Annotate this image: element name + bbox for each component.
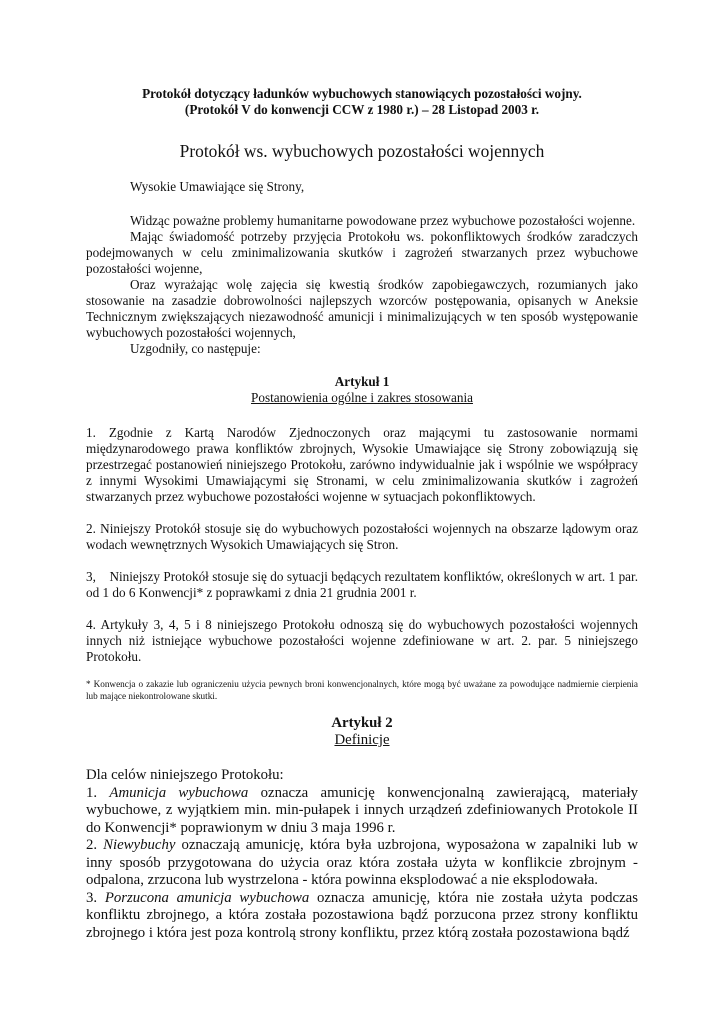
definition-term: Niewybuchy [103, 837, 176, 853]
article-2-heading: Artykuł 2 [331, 715, 393, 731]
preamble-paragraph: Widząc poważne problemy humanitarne powodowane przez wybuchowe pozostałości wojenne. [130, 213, 636, 228]
header-line-2: (Protokół V do konwencji CCW z 1980 r.) – 28 Listopad 2003 r. [184, 102, 540, 117]
article-1-paragraph: 1. Zgodnie z Kartą Narodów Zjednoczonych oraz mającymi tu zastosowanie normami międzynarodowego prawa konfliktów zbrojnych, Wysokie Umawiające się Strony zobowiązują się przestrzegać postanowień niniejszego Protokołu, zarówno indywidualnie jak i wspólnie we współpracy z innymi Wysokimi Umawiającymi się Stronami, w celu zminimalizowania skutków i zagrożeń stwarzanych przez wybuchowe pozostałości wojenne w sytuacjach pokonfliktowych. [86, 425, 638, 504]
preamble-paragraph: Mając świadomość potrzeby przyjęcia Protokołu ws. pokonfliktowych środków zaradczych podejmowanych w celu zminimalizowania skutków i zagrożeń stwarzanych przez wybuchowe pozostałości wojenne, [86, 229, 638, 276]
article-1-paragraph: 2. Niniejszy Protokół stosuje się do wybuchowych pozostałości wojennych na obszarze lądowym oraz wodach wewnętrznych Wysokich Umawiających się Stron. [86, 521, 638, 552]
article-1-heading: Artykuł 1 [334, 374, 390, 389]
article-1-subtitle: Postanowienia ogólne i zakres stosowania [251, 390, 473, 405]
definition-number: 1. [86, 784, 98, 801]
article-1 [86, 374, 642, 702]
definition-item [86, 785, 638, 838]
document-content [86, 86, 642, 942]
preamble-paragraph: Uzgodniły, co następuje: [130, 341, 261, 356]
definition-term: Porzucona amunicja wybuchowa [104, 889, 310, 906]
document-title: Protokół ws. wybuchowych pozostałości wojennych [179, 141, 545, 161]
definition-text: oznacza amunicję konwencjonalną zawierającą, materiały wybuchowe, z wyjątkiem min. min-pułapek i innych urządzeń zdefiniowanych Protokole II do Konwencji* poprawionym w dniu 3 maja 1996 r. [86, 784, 639, 836]
preamble [86, 213, 638, 357]
footnote: * Konwencja o zakazie lub ograniczeniu użycia pewnych broni konwencjonalnych, które mogą być uważane za powodujące nadmiernie cierpienia lub mające niekontrolowane skutki. [86, 679, 638, 701]
definition-item [86, 837, 638, 890]
article-2 [86, 715, 638, 942]
definition-item [86, 890, 638, 943]
article-1-paragraph: 4. Artykuły 3, 4, 5 i 8 niniejszego Protokołu odnoszą się do wybuchowych pozostałości wojennych innych niż istniejące wybuchowe pozostałości wojenne zdefiniowane w art. 2. par. 5 niniejszego Protokołu. [86, 617, 638, 664]
definition-term: Amunicja wybuchowa [109, 784, 249, 801]
definition-text: oznacza amunicję, która nie została użyta podczas konfliktu zbrojnego, a która została pozostawiona bądź porzucona przez strony konfliktu zbrojnego i która jest poza kontrolą strony konfliktu, przez którą została pozostawiona bądź [86, 889, 638, 941]
greeting: Wysokie Umawiające się Strony, [130, 179, 305, 194]
definition-number: 3. [86, 889, 98, 906]
document-header [86, 86, 638, 118]
definition-number: 2. [86, 837, 98, 853]
article-2-intro: Dla celów niniejszego Protokołu: [86, 767, 284, 783]
definition-text: oznaczają amunicję, która była uzbrojona, wyposażona w zapalniki lub w inny sposób przygotowana do użycia oraz która została użyta w konflikcie zbrojnym - odpalona, zrzucona lub wystrzelona - która powinna eksplodować a nie eksplodowała. [86, 837, 639, 888]
article-1-paragraph: 3, Niniejszy Protokół stosuje się do sytuacji będących rezultatem konfliktów, określonych w art. 1 par. od 1 do 6 Konwencji* z poprawkami z dnia 21 grudnia 2001 r. [86, 569, 642, 600]
header-line-1: Protokół dotyczący ładunków wybuchowych stanowiących pozostałości wojny. [142, 86, 582, 101]
preamble-paragraph: Oraz wyrażając wolę zajęcia się kwestią środków zapobiegawczych, rozumianych jako stosowanie na zasadzie dobrowolności najlepszych wzorców postępowania, opisanych w Aneksie Technicznym zwiększających niezawodność amunicji i minimalizujących w ten sposób występowanie wybuchowych pozostałości wojennych, [86, 277, 638, 340]
article-2-subtitle: Definicje [334, 732, 390, 748]
